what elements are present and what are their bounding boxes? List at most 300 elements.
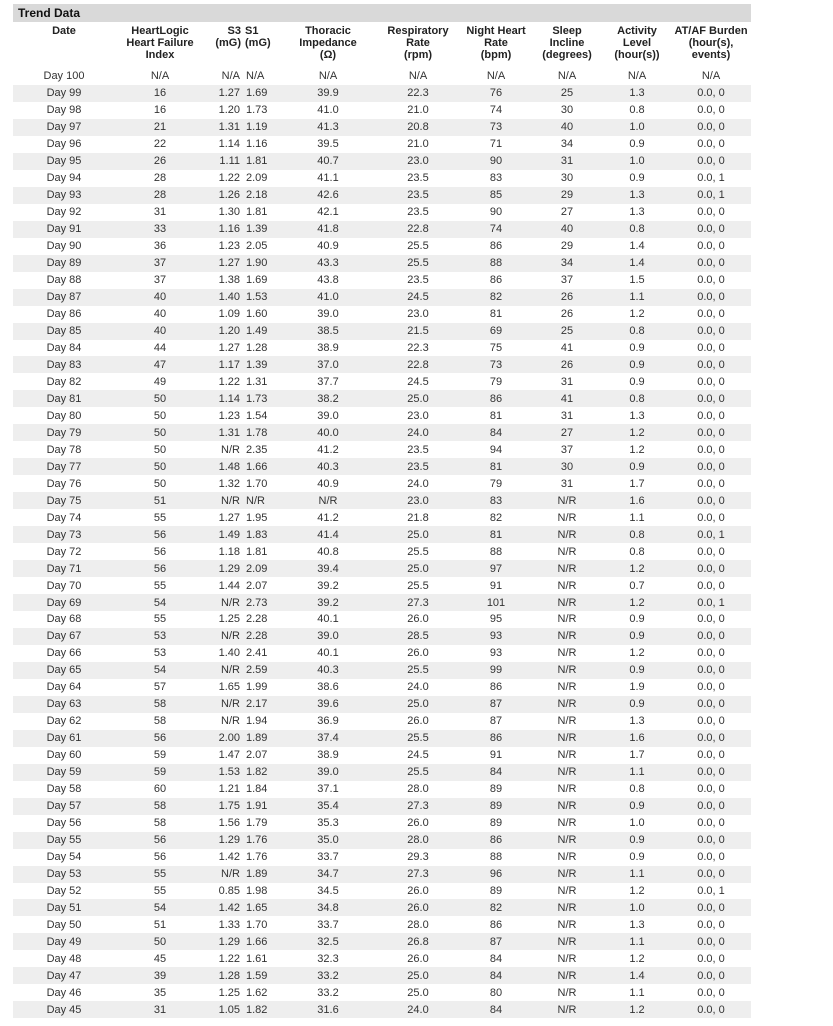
- cell-ataf-burden: 0.0, 0: [671, 119, 751, 136]
- cell-night-heart-rate: 73: [461, 356, 531, 373]
- cell-activity-level: 1.1: [603, 933, 671, 950]
- cell-respiratory-rate: 25.5: [407, 240, 429, 253]
- cell-s3: 1.49: [205, 526, 243, 543]
- table-row: [13, 119, 751, 136]
- cell-respiratory-rate: 25.5: [407, 545, 429, 558]
- cell-thoracic-impedance: 43.8: [317, 274, 339, 287]
- cell-s3: 1.38: [218, 274, 240, 287]
- cell-s3: 2.00: [205, 730, 243, 747]
- header-line: Impedance: [299, 37, 357, 49]
- cell-night-heart-rate: 86: [489, 918, 503, 931]
- cell-s1: 1.39: [243, 356, 281, 373]
- cell-s3: 1.16: [205, 221, 243, 238]
- table-row: [13, 102, 751, 119]
- header-ataf-burden: [671, 22, 751, 68]
- table-row: [13, 764, 751, 781]
- cell-night-heart-rate: 96: [461, 866, 531, 883]
- cell-s3: 1.23: [218, 409, 240, 422]
- table-row: [13, 85, 751, 102]
- cell-activity-level: 1.3: [629, 918, 645, 931]
- table-row: [13, 1001, 751, 1018]
- trend-data-section: [13, 0, 751, 1018]
- cell-date: Day 56: [46, 817, 82, 830]
- header-heartlogic-index: [115, 22, 205, 68]
- header-sleep-incline: [531, 22, 603, 68]
- cell-night-heart-rate: 90: [461, 153, 531, 170]
- cell-activity-level: 1.2: [629, 884, 645, 897]
- cell-sleep-incline: N/R: [531, 764, 603, 781]
- cell-heartlogic-index: 55: [153, 579, 167, 592]
- cell-sleep-incline: 25: [531, 323, 603, 340]
- cell-respiratory-rate: 21.0: [407, 104, 429, 117]
- cell-heartlogic-index: 39: [115, 967, 205, 984]
- cell-thoracic-impedance: 39.0: [281, 628, 375, 645]
- cell-ataf-burden: 0.0, 0: [697, 715, 725, 728]
- table-row: [13, 730, 751, 747]
- cell-s3: 1.22: [218, 172, 240, 185]
- cell-ataf-burden: 0.0, 1: [671, 594, 751, 611]
- cell-date: Day 82: [46, 375, 82, 388]
- cell-s3: 1.20: [218, 104, 240, 117]
- cell-ataf-burden: 0.0, 0: [671, 730, 751, 747]
- cell-s3: 1.32: [218, 477, 240, 490]
- cell-respiratory-rate: 25.0: [375, 526, 461, 543]
- cell-sleep-incline: 40: [531, 119, 603, 136]
- cell-ataf-burden: 0.0, 0: [697, 613, 725, 626]
- cell-activity-level: 1.2: [603, 594, 671, 611]
- cell-thoracic-impedance: 38.2: [281, 390, 375, 407]
- cell-heartlogic-index: 50: [115, 458, 205, 475]
- cell-heartlogic-index: 50: [153, 443, 167, 456]
- cell-thoracic-impedance: 40.3: [281, 662, 375, 679]
- cell-date: Day 58: [46, 783, 82, 796]
- cell-thoracic-impedance: 41.8: [281, 221, 375, 238]
- cell-s3: N/R: [205, 696, 243, 713]
- cell-ataf-burden: 0.0, 0: [697, 511, 725, 524]
- cell-s3: 1.29: [205, 560, 243, 577]
- cell-heartlogic-index: 58: [153, 715, 167, 728]
- cell-s3: 1.25: [218, 613, 240, 626]
- table-header: [13, 22, 751, 68]
- cell-thoracic-impedance: 38.5: [281, 323, 375, 340]
- cell-ataf-burden: 0.0, 0: [697, 952, 725, 965]
- table-row: [13, 136, 751, 153]
- cell-heartlogic-index: 59: [153, 749, 167, 762]
- cell-s3: 1.05: [205, 1001, 243, 1018]
- header-line: Date: [52, 25, 76, 37]
- table-row: [13, 221, 751, 238]
- table-row: [13, 849, 751, 866]
- cell-heartlogic-index: 50: [153, 409, 167, 422]
- cell-night-heart-rate: 81: [461, 458, 531, 475]
- cell-night-heart-rate: 85: [461, 187, 531, 204]
- cell-sleep-incline: 30: [560, 104, 574, 117]
- cell-sleep-incline: N/R: [531, 832, 603, 849]
- cell-night-heart-rate: 87: [461, 696, 531, 713]
- cell-activity-level: 1.0: [629, 817, 645, 830]
- header-night-heart-rate: [461, 22, 531, 68]
- cell-date: Day 74: [46, 511, 82, 524]
- cell-sleep-incline: N/R: [557, 613, 577, 626]
- cell-sleep-incline: N/R: [531, 560, 603, 577]
- cell-respiratory-rate: 27.3: [375, 594, 461, 611]
- cell-night-heart-rate: 86: [489, 240, 503, 253]
- cell-thoracic-impedance: 40.9: [317, 477, 339, 490]
- cell-heartlogic-index: 26: [115, 153, 205, 170]
- cell-thoracic-impedance: 40.1: [317, 647, 339, 660]
- cell-ataf-burden: 0.0, 0: [671, 967, 751, 984]
- cell-activity-level: 0.8: [603, 390, 671, 407]
- cell-respiratory-rate: 26.0: [407, 613, 429, 626]
- cell-activity-level: 0.9: [629, 375, 645, 388]
- cell-night-heart-rate: 74: [461, 221, 531, 238]
- cell-activity-level: 0.8: [603, 221, 671, 238]
- table-row: [13, 883, 751, 900]
- cell-s1: 1.66: [243, 458, 281, 475]
- cell-heartlogic-index: 28: [115, 187, 205, 204]
- cell-respiratory-rate: 24.5: [407, 749, 429, 762]
- table-row: [13, 950, 751, 967]
- cell-activity-level: 0.8: [629, 104, 645, 117]
- cell-thoracic-impedance: 38.6: [317, 681, 339, 694]
- cell-night-heart-rate: 81: [461, 526, 531, 543]
- cell-heartlogic-index: 45: [153, 952, 167, 965]
- cell-sleep-incline: N/R: [557, 952, 577, 965]
- cell-activity-level: 0.8: [603, 323, 671, 340]
- cell-ataf-burden: 0.0, 0: [671, 255, 751, 272]
- cell-respiratory-rate: 22.8: [375, 356, 461, 373]
- cell-activity-level: 1.7: [629, 477, 645, 490]
- cell-s1: 1.83: [243, 526, 281, 543]
- table-row: [13, 645, 751, 662]
- cell-night-heart-rate: 80: [489, 986, 503, 999]
- table-row: [13, 933, 751, 950]
- cell-activity-level: 1.3: [603, 187, 671, 204]
- cell-s1: 1.69: [246, 274, 268, 287]
- table-row: [13, 340, 751, 357]
- cell-s1: 1.59: [243, 967, 281, 984]
- cell-activity-level: 0.9: [629, 341, 645, 354]
- table-row: [13, 798, 751, 815]
- cell-s3: N/R: [205, 492, 243, 509]
- cell-date: Day 89: [13, 255, 115, 272]
- cell-thoracic-impedance: 35.4: [281, 798, 375, 815]
- cell-sleep-incline: N/R: [557, 783, 577, 796]
- trend-data-table: [13, 22, 751, 1018]
- cell-ataf-burden: 0.0, 0: [671, 866, 751, 883]
- cell-heartlogic-index: 22: [153, 138, 167, 151]
- cell-activity-level: 0.9: [603, 628, 671, 645]
- cell-night-heart-rate: 83: [489, 172, 503, 185]
- cell-sleep-incline: 26: [531, 356, 603, 373]
- cell-heartlogic-index: 31: [153, 206, 167, 219]
- cell-heartlogic-index: 40: [153, 308, 167, 321]
- cell-respiratory-rate: 24.5: [375, 289, 461, 306]
- cell-ataf-burden: 0.0, 0: [697, 986, 725, 999]
- cell-thoracic-impedance: 40.0: [281, 424, 375, 441]
- cell-date: Day 80: [46, 409, 82, 422]
- cell-ataf-burden: 0.0, 0: [671, 560, 751, 577]
- cell-activity-level: 0.9: [603, 356, 671, 373]
- table-row: [13, 543, 751, 560]
- cell-s1: 1.53: [243, 289, 281, 306]
- cell-s3: 1.40: [205, 289, 243, 306]
- cell-ataf-burden: 0.0, 0: [671, 458, 751, 475]
- table-row: [13, 577, 751, 594]
- cell-activity-level: 1.3: [629, 715, 645, 728]
- cell-night-heart-rate: 101: [461, 594, 531, 611]
- cell-s1: N/R: [243, 492, 281, 509]
- cell-s1: 1.49: [243, 323, 281, 340]
- cell-heartlogic-index: 50: [115, 390, 205, 407]
- table-row: [13, 289, 751, 306]
- cell-date: Day 75: [13, 492, 115, 509]
- cell-date: Day 96: [46, 138, 82, 151]
- cell-respiratory-rate: 21.8: [407, 511, 429, 524]
- cell-heartlogic-index: 35: [153, 986, 167, 999]
- cell-date: Day 64: [46, 681, 82, 694]
- cell-heartlogic-index: 36: [153, 240, 167, 253]
- cell-s3: 1.21: [218, 783, 240, 796]
- cell-night-heart-rate: 89: [461, 798, 531, 815]
- cell-ataf-burden: 0.0, 1: [671, 526, 751, 543]
- cell-s3: 1.42: [205, 899, 243, 916]
- table-row: [13, 272, 751, 289]
- cell-heartlogic-index: 58: [153, 817, 167, 830]
- cell-s3: 1.31: [205, 424, 243, 441]
- cell-activity-level: 0.8: [603, 526, 671, 543]
- table-title: Trend Data: [13, 4, 751, 22]
- cell-sleep-incline: N/R: [557, 986, 577, 999]
- cell-ataf-burden: 0.0, 0: [697, 749, 725, 762]
- cell-heartlogic-index: 28: [153, 172, 167, 185]
- cell-sleep-incline: 26: [560, 308, 574, 321]
- cell-activity-level: 1.2: [629, 443, 645, 456]
- cell-thoracic-impedance: N/R: [281, 492, 375, 509]
- cell-activity-level: 1.1: [629, 986, 645, 999]
- cell-respiratory-rate: 23.5: [375, 187, 461, 204]
- cell-s3: 1.56: [218, 817, 240, 830]
- cell-thoracic-impedance: 40.8: [317, 545, 339, 558]
- cell-date: Day 94: [46, 172, 82, 185]
- cell-ataf-burden: 0.0, 0: [671, 289, 751, 306]
- cell-activity-level: 1.5: [629, 274, 645, 287]
- cell-respiratory-rate: 25.0: [375, 967, 461, 984]
- cell-sleep-incline: N/R: [557, 647, 577, 660]
- table-row: [13, 696, 751, 713]
- cell-respiratory-rate: 29.3: [407, 851, 429, 864]
- cell-night-heart-rate: 75: [489, 341, 503, 354]
- cell-night-heart-rate: 73: [461, 119, 531, 136]
- cell-night-heart-rate: 89: [489, 783, 503, 796]
- cell-heartlogic-index: 33: [115, 221, 205, 238]
- cell-s3: 1.17: [205, 356, 243, 373]
- cell-activity-level: 1.3: [629, 206, 645, 219]
- cell-heartlogic-index: 54: [115, 662, 205, 679]
- cell-ataf-burden: 0.0, 0: [671, 492, 751, 509]
- cell-date: Day 61: [13, 730, 115, 747]
- cell-night-heart-rate: 93: [489, 647, 503, 660]
- cell-thoracic-impedance: 39.5: [317, 138, 339, 151]
- cell-s1: 1.54: [246, 409, 268, 422]
- cell-sleep-incline: 31: [560, 409, 574, 422]
- cell-sleep-incline: N/R: [531, 492, 603, 509]
- header-s1: [243, 22, 281, 68]
- cell-night-heart-rate: 74: [489, 104, 503, 117]
- cell-night-heart-rate: 84: [489, 952, 503, 965]
- cell-ataf-burden: 0.0, 0: [671, 899, 751, 916]
- table-row: [13, 611, 751, 628]
- cell-heartlogic-index: 56: [115, 526, 205, 543]
- cell-s1: 2.09: [243, 560, 281, 577]
- cell-s1: 1.76: [246, 851, 268, 864]
- cell-night-heart-rate: 93: [461, 628, 531, 645]
- cell-respiratory-rate: 26.8: [375, 933, 461, 950]
- cell-night-heart-rate: 82: [489, 511, 503, 524]
- cell-s1: 1.73: [246, 104, 268, 117]
- header-line: Activity: [617, 25, 657, 37]
- cell-ataf-burden: 0.0, 0: [671, 356, 751, 373]
- cell-s3: 1.14: [205, 390, 243, 407]
- cell-ataf-burden: 0.0, 0: [671, 85, 751, 102]
- table-row: [13, 662, 751, 679]
- cell-s1: 1.82: [243, 1001, 281, 1018]
- cell-sleep-incline: 30: [531, 458, 603, 475]
- cell-s1: 1.73: [243, 390, 281, 407]
- cell-s3: 1.27: [218, 341, 240, 354]
- cell-s1: 2.35: [246, 443, 268, 456]
- cell-heartlogic-index: 53: [115, 628, 205, 645]
- cell-s1: 1.65: [243, 899, 281, 916]
- cell-s3: 1.18: [218, 545, 240, 558]
- cell-thoracic-impedance: 39.9: [281, 85, 375, 102]
- cell-activity-level: 1.0: [603, 153, 671, 170]
- cell-thoracic-impedance: 41.4: [281, 526, 375, 543]
- table-row: [13, 747, 751, 764]
- cell-date: Day 45: [13, 1001, 115, 1018]
- cell-date: Day 93: [13, 187, 115, 204]
- table-row: [13, 984, 751, 1001]
- cell-sleep-incline: 27: [531, 424, 603, 441]
- cell-s3: 1.27: [205, 85, 243, 102]
- cell-thoracic-impedance: 39.4: [281, 560, 375, 577]
- cell-s3: 1.26: [205, 187, 243, 204]
- cell-ataf-burden: 0.0, 0: [671, 764, 751, 781]
- cell-sleep-incline: 29: [531, 187, 603, 204]
- cell-thoracic-impedance: 41.0: [317, 104, 339, 117]
- cell-date: Day 57: [13, 798, 115, 815]
- cell-night-heart-rate: 97: [461, 560, 531, 577]
- cell-respiratory-rate: 25.0: [375, 390, 461, 407]
- cell-activity-level: 1.1: [603, 764, 671, 781]
- cell-heartlogic-index: 44: [153, 341, 167, 354]
- cell-activity-level: N/A: [627, 70, 647, 83]
- cell-s1: 2.05: [246, 240, 268, 253]
- cell-date: Day 88: [46, 274, 82, 287]
- table-row: [13, 832, 751, 849]
- cell-activity-level: 1.4: [603, 967, 671, 984]
- cell-date: Day 51: [13, 899, 115, 916]
- cell-ataf-burden: 0.0, 0: [697, 817, 725, 830]
- cell-respiratory-rate: 24.0: [375, 1001, 461, 1018]
- cell-heartlogic-index: 55: [153, 613, 167, 626]
- cell-s1: 1.39: [243, 221, 281, 238]
- cell-respiratory-rate: 26.0: [407, 715, 429, 728]
- cell-activity-level: 0.9: [629, 172, 645, 185]
- cell-sleep-incline: 31: [531, 153, 603, 170]
- cell-thoracic-impedance: 37.0: [281, 356, 375, 373]
- header-line: S3: [227, 25, 241, 37]
- cell-date: Day 76: [46, 477, 82, 490]
- cell-heartlogic-index: 21: [115, 119, 205, 136]
- cell-heartlogic-index: 56: [115, 832, 205, 849]
- cell-ataf-burden: 0.0, 1: [697, 884, 725, 897]
- cell-night-heart-rate: 82: [461, 289, 531, 306]
- cell-ataf-burden: 0.0, 0: [671, 153, 751, 170]
- cell-s1: 1.95: [246, 511, 268, 524]
- cell-sleep-incline: N/R: [531, 866, 603, 883]
- cell-night-heart-rate: 83: [461, 492, 531, 509]
- cell-s1: 1.90: [243, 255, 281, 272]
- cell-s1: 2.28: [243, 628, 281, 645]
- cell-sleep-incline: N/R: [531, 798, 603, 815]
- cell-thoracic-impedance: 42.1: [317, 206, 339, 219]
- cell-thoracic-impedance: 38.9: [317, 749, 339, 762]
- cell-thoracic-impedance: 40.3: [281, 458, 375, 475]
- cell-ataf-burden: 0.0, 0: [671, 424, 751, 441]
- cell-night-heart-rate: 95: [489, 613, 503, 626]
- cell-activity-level: 0.9: [629, 613, 645, 626]
- cell-date: Day 90: [46, 240, 82, 253]
- header-line: (degrees): [542, 49, 592, 61]
- cell-thoracic-impedance: 35.3: [317, 817, 339, 830]
- table-row: [13, 967, 751, 984]
- cell-sleep-incline: N/R: [557, 681, 577, 694]
- cell-thoracic-impedance: 38.9: [317, 341, 339, 354]
- table-row: [13, 373, 751, 390]
- table-row: [13, 781, 751, 798]
- table-row: [13, 679, 751, 696]
- cell-s1: 1.76: [243, 832, 281, 849]
- cell-night-heart-rate: 81: [489, 409, 503, 422]
- cell-activity-level: 1.0: [603, 119, 671, 136]
- cell-ataf-burden: 0.0, 0: [697, 681, 725, 694]
- cell-activity-level: 1.2: [629, 952, 645, 965]
- cell-heartlogic-index: N/A: [150, 70, 170, 83]
- cell-respiratory-rate: 25.5: [375, 662, 461, 679]
- cell-thoracic-impedance: 32.3: [317, 952, 339, 965]
- cell-activity-level: 1.6: [603, 730, 671, 747]
- cell-s1: 1.69: [243, 85, 281, 102]
- cell-ataf-burden: 0.0, 0: [697, 545, 725, 558]
- cell-heartlogic-index: 50: [153, 477, 167, 490]
- cell-s3: 1.48: [205, 458, 243, 475]
- cell-heartlogic-index: 51: [115, 492, 205, 509]
- cell-respiratory-rate: 23.5: [407, 172, 429, 185]
- header-line: Heart Failure: [126, 37, 194, 49]
- table-row: [13, 866, 751, 883]
- header-line: Respiratory: [387, 25, 449, 37]
- cell-respiratory-rate: 25.5: [407, 579, 429, 592]
- cell-s1: 1.81: [246, 206, 268, 219]
- cell-s1: 1.66: [243, 933, 281, 950]
- cell-respiratory-rate: 25.0: [407, 986, 429, 999]
- cell-activity-level: 1.7: [629, 749, 645, 762]
- cell-s3: 1.44: [218, 579, 240, 592]
- cell-thoracic-impedance: 33.7: [317, 851, 339, 864]
- table-row: [13, 899, 751, 916]
- cell-s3: N/A: [221, 70, 240, 83]
